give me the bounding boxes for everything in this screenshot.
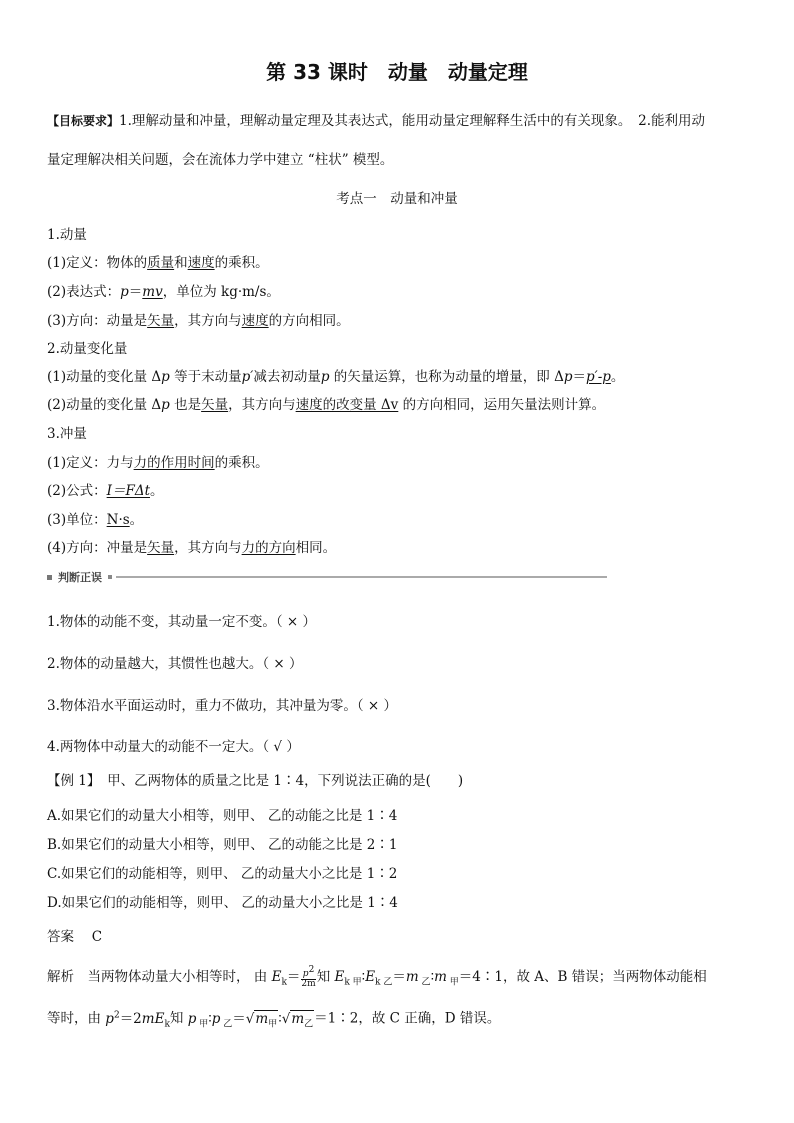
text: 和 bbox=[174, 255, 188, 271]
symbol: p bbox=[320, 369, 330, 385]
momentum-heading: 1.动量 bbox=[47, 227, 87, 243]
text: (1)定义：物体的 bbox=[47, 255, 148, 271]
text: (1)定义：力与 bbox=[47, 455, 134, 471]
formula-p-ratio: p $_甲$∶p $_乙=√m_甲∶√m_乙$ bbox=[187, 1010, 314, 1030]
text: 的乘积。 bbox=[214, 455, 269, 471]
text: (2)动量的变化量 Δ bbox=[47, 397, 162, 413]
blank-answer: 矢量 bbox=[201, 397, 229, 413]
judgment-item: 3.物体沿水平面运动时，重力不做功，其冲量为零。（ × ） bbox=[47, 698, 398, 714]
symbol: p bbox=[563, 369, 573, 385]
text: (3)单位： bbox=[47, 512, 107, 528]
text: 等于末动量 bbox=[169, 369, 242, 385]
impulse-formula bbox=[47, 481, 164, 501]
symbol: p bbox=[120, 284, 129, 300]
answer-value: C bbox=[91, 929, 103, 945]
blank-answer: p′-p bbox=[586, 369, 611, 385]
text: 的乘积。 bbox=[214, 255, 269, 271]
text: 等时，由 bbox=[47, 1010, 106, 1027]
text: ，其方向与 bbox=[174, 540, 242, 556]
blank-answer: 速度的改变量 Δv bbox=[295, 397, 399, 413]
formula-ek-ratio: $E_{k 甲}∶E_{k 乙}=m$ $_乙$∶m $_甲$ bbox=[334, 969, 459, 988]
impulse-direction bbox=[47, 538, 336, 558]
symbol: p bbox=[161, 369, 170, 385]
blank-answer: 力的方向 bbox=[241, 540, 296, 556]
judgment-item: 2.物体的动量越大，其惯性也越大。（ × ） bbox=[47, 656, 303, 672]
option-d: D.如果它们的动能相等，则甲、 乙的动量大小之比是 1∶4 bbox=[47, 895, 398, 911]
analysis-label: 解析 bbox=[47, 969, 74, 985]
text: 减去初动量 bbox=[253, 369, 321, 385]
option-a: A.如果它们的动量大小相等，则甲、 乙的动能之比是 1∶4 bbox=[47, 808, 398, 824]
impulse-unit bbox=[47, 510, 143, 530]
example-stem bbox=[47, 771, 463, 791]
option-b: B.如果它们的动量大小相等，则甲、 乙的动能之比是 2∶1 bbox=[47, 837, 398, 853]
answer-line bbox=[47, 927, 102, 947]
section-1-title: 考点一 动量和冲量 bbox=[336, 191, 458, 207]
change-line-1 bbox=[47, 367, 624, 387]
symbol: p′ bbox=[241, 369, 254, 385]
goal-line-2: 量定理解决相关问题，会在流体力学中建立 “柱状” 模型。 bbox=[47, 152, 394, 168]
blank-answer: N·s bbox=[106, 512, 130, 528]
blank-answer: 速度 bbox=[241, 313, 269, 329]
text: (4)方向：冲量是 bbox=[47, 540, 148, 556]
goal-text-1: 1.理解动量和冲量，理解动量定理及其表达式，能用动量定理解释生活中的有关现象。 2.能利用动 bbox=[119, 113, 706, 129]
square-bullet-icon bbox=[47, 575, 52, 580]
momentum-direction bbox=[47, 311, 350, 331]
symbol: p bbox=[161, 397, 170, 413]
momentum-definition bbox=[47, 253, 269, 273]
judge-section-bar bbox=[47, 567, 607, 587]
text: (3)方向：动量是 bbox=[47, 313, 148, 329]
lesson-title: 第 33 课时 动量 动量定理 bbox=[266, 60, 528, 84]
text: 当两物体动量大小相等时， 由 bbox=[74, 969, 272, 985]
blank-answer: I＝FΔt bbox=[106, 483, 150, 499]
text: 相同。 bbox=[295, 540, 337, 556]
text: ＝4∶1，故 A、B 错误；当两物体动能相 bbox=[458, 969, 707, 985]
text: 知 bbox=[169, 1010, 188, 1027]
divider bbox=[116, 576, 607, 578]
formula-p-squared: $p^2=2mE_k$ bbox=[105, 1010, 170, 1030]
text: ，其方向与 bbox=[228, 397, 296, 413]
text: ＝ bbox=[572, 369, 586, 385]
text: ＝1∶2，故 C 正确，D 错误。 bbox=[314, 1010, 501, 1027]
example-question: 甲、乙两物体的质量之比是 1∶4，下列说法正确的是( ) bbox=[93, 773, 464, 789]
square-bullet-icon bbox=[108, 575, 112, 579]
text: (2)公式： bbox=[47, 483, 107, 499]
text: 的方向相同，运用矢量法则计算。 bbox=[398, 397, 606, 413]
text: ，其方向与 bbox=[174, 313, 242, 329]
formula-ek: $E_k=$ $\frac{p^2}{2m}$ bbox=[271, 965, 316, 989]
blank-answer: 质量 bbox=[147, 255, 175, 271]
text: 的矢量运算，也称为动量的增量，即 Δ bbox=[329, 369, 564, 385]
text: 的方向相同。 bbox=[268, 313, 350, 329]
text: 也是 bbox=[169, 397, 202, 413]
text: 。 bbox=[610, 369, 625, 385]
text: 。 bbox=[150, 483, 164, 499]
example-label: 【例 1】 bbox=[47, 773, 94, 789]
blank-answer: 矢量 bbox=[147, 540, 175, 556]
text: (1)动量的变化量 Δ bbox=[47, 369, 162, 385]
text: 。 bbox=[129, 512, 144, 528]
text: ，单位为 kg·m/s。 bbox=[162, 284, 280, 300]
analysis-line-1 bbox=[47, 966, 707, 993]
analysis-line-2 bbox=[47, 1005, 500, 1034]
text: ＝ bbox=[128, 284, 143, 300]
blank-answer: 力的作用时间 bbox=[133, 455, 215, 471]
impulse-definition bbox=[47, 453, 269, 473]
goal-line-1 bbox=[47, 111, 705, 131]
text: 知 bbox=[316, 969, 335, 985]
judgment-item: 1.物体的动能不变，其动量一定不变。（ × ） bbox=[47, 614, 317, 630]
change-heading: 2.动量变化量 bbox=[47, 341, 128, 357]
impulse-heading: 3.冲量 bbox=[47, 426, 87, 442]
judgment-item: 4.两物体中动量大的动能不一定大。（ √ ） bbox=[47, 739, 300, 755]
option-c: C.如果它们的动能相等，则甲、 乙的动量大小之比是 1∶2 bbox=[47, 866, 398, 882]
judge-label: 判断正误 bbox=[58, 571, 102, 584]
momentum-expression bbox=[47, 282, 280, 302]
change-line-2 bbox=[47, 395, 605, 415]
blank-answer: mv bbox=[142, 284, 163, 300]
answer-label: 答案 bbox=[47, 929, 74, 945]
text: (2)表达式： bbox=[47, 284, 121, 300]
goal-label: 【目标要求】 bbox=[47, 114, 120, 128]
blank-answer: 矢量 bbox=[147, 313, 175, 329]
blank-answer: 速度 bbox=[187, 255, 215, 271]
